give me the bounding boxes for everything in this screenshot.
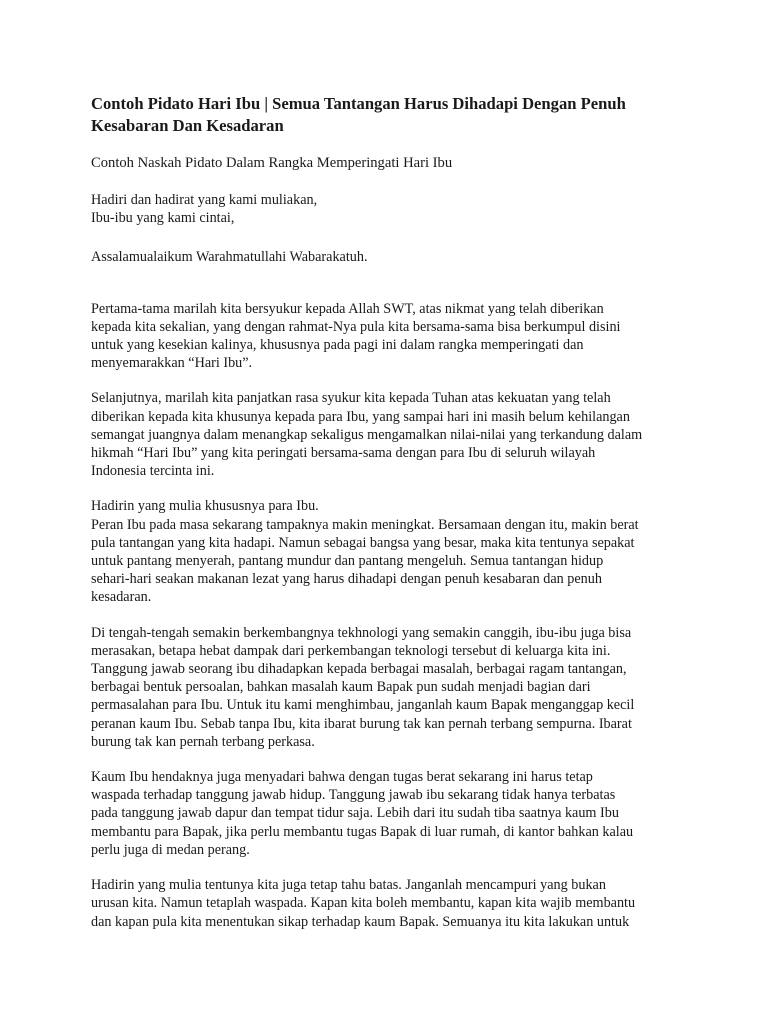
document-title	[91, 93, 691, 137]
paragraph-line: waspada terhadap tanggung jawab hidup. Tanggung jawab ibu sekarang tidak hanya terbatas	[91, 787, 616, 804]
paragraph-line: diberikan kepada kita khusunya kepada para Ibu, yang sampai hari ini masih belum kehilangan	[91, 408, 630, 425]
greeting-line: Ibu-ibu yang kami cintai,	[91, 210, 235, 227]
paragraph-line: dan kapan pula kita menentukan sikap terhadap kaum Bapak. Semuanya itu kita lakukan untuk	[91, 913, 630, 930]
paragraph-line: membantu para Bapak, jika perlu membantu tugas Bapak di luar rumah, di kantor bahkan kalau	[91, 823, 634, 840]
paragraph-line: Hadirin yang mulia tentunya kita juga tetap tahu batas. Janganlah mencampuri yang bukan	[91, 877, 606, 894]
paragraph-line: Hadirin yang mulia khususnya para Ibu.	[91, 498, 319, 515]
paragraph-line: Indonesia tercinta ini.	[91, 463, 215, 480]
salam: Assalamualaikum Warahmatullahi Wabarakatuh.	[91, 249, 368, 266]
paragraph-line: sehari-hari seakan makanan lezat yang harus dihadapi dengan penuh kesabaran dan penuh	[91, 571, 602, 588]
paragraph-line: kepada kita sekalian, yang dengan rahmat-Nya pula kita bersama-sama bisa berkumpul disini	[91, 318, 621, 335]
paragraph-line: Kaum Ibu hendaknya juga menyadari bahwa dengan tugas berat sekarang ini harus tetap	[91, 769, 593, 786]
paragraph	[91, 876, 691, 931]
document-subtitle: Contoh Naskah Pidato Dalam Rangka Memperingati Hari Ibu	[91, 155, 453, 171]
paragraph	[91, 300, 691, 373]
paragraph-line: hikmah “Hari Ibu” yang kita peringati bersama-sama dengan para Ibu di seluruh wilayah	[91, 445, 596, 462]
paragraph-line: menyemarakkan “Hari Ibu”.	[91, 355, 253, 372]
paragraph-line: peranan kaum Ibu. Sebab tanpa Ibu, kita ibarat burung tak kan pernah terbang sempurna. Ibarat	[91, 715, 632, 732]
paragraph-line: merasakan, betapa hebat dampak dari perkembangan teknologi tersebut di keluarga kita ini.	[91, 642, 611, 659]
paragraph-line: Tanggung jawab seorang ibu dihadapkan kepada berbagai masalah, berbagai ragam tantangan,	[91, 661, 627, 678]
paragraph-line: berbagai bentuk persoalan, bahkan masalah kaum Bapak pun sudah menjadi bagian dari	[91, 679, 591, 696]
document-page	[91, 93, 691, 948]
paragraph	[91, 768, 691, 859]
paragraph-line: semangat juangnya dalam menangkap sekaligus mengamalkan nilai-nilai yang terkandung dalam	[91, 426, 643, 443]
paragraph-line: burung tak kan pernah terbang perkasa.	[91, 733, 315, 750]
paragraph-line: permasalahan para Ibu. Untuk itu kami menghimbau, janganlah kaum Bapak menganggap kecil	[91, 697, 635, 714]
title-line: Contoh Pidato Hari Ibu | Semua Tantangan Harus Dihadapi Dengan Penuh	[91, 94, 626, 113]
paragraph-line: pada tanggung jawab dapur dan tempat tidur saja. Lebih dari itu sudah tiba saatnya kaum Ibu	[91, 805, 619, 822]
paragraph	[91, 624, 691, 751]
greeting	[91, 191, 691, 227]
paragraph-line: Di tengah-tengah semakin berkembangnya tekhnologi yang semakin canggih, ibu-ibu juga bisa	[91, 624, 632, 641]
paragraph-line: Pertama-tama marilah kita bersyukur kepada Allah SWT, atas nikmat yang telah diberikan	[91, 300, 604, 317]
paragraph-line: untuk pantang menyerah, pantang mundur dan pantang mengeluh. Semua tantangan hidup	[91, 553, 604, 570]
paragraph-line: perlu juga di medan perang.	[91, 841, 250, 858]
paragraph-line: urusan kita. Namun tetaplah waspada. Kapan kita boleh membantu, kapan kita wajib membantu	[91, 895, 636, 912]
paragraph	[91, 497, 691, 606]
paragraph-line: pula tantangan yang kita hadapi. Namun sebagai bangsa yang besar, maka kita tentunya sepakat	[91, 534, 635, 551]
paragraph-line: kesadaran.	[91, 589, 152, 606]
title-line: Kesabaran Dan Kesadaran	[91, 116, 284, 135]
paragraph-line: Selanjutnya, marilah kita panjatkan rasa syukur kita kepada Tuhan atas kekuatan yang telah	[91, 390, 611, 407]
paragraph	[91, 389, 691, 480]
paragraph-line: untuk yang kesekian kalinya, khususnya pada pagi ini dalam rangka memperingati dan	[91, 337, 584, 354]
greeting-line: Hadiri dan hadirat yang kami muliakan,	[91, 192, 318, 208]
paragraph-line: Peran Ibu pada masa sekarang tampaknya makin meningkat. Bersamaan dengan itu, makin berat	[91, 516, 639, 533]
